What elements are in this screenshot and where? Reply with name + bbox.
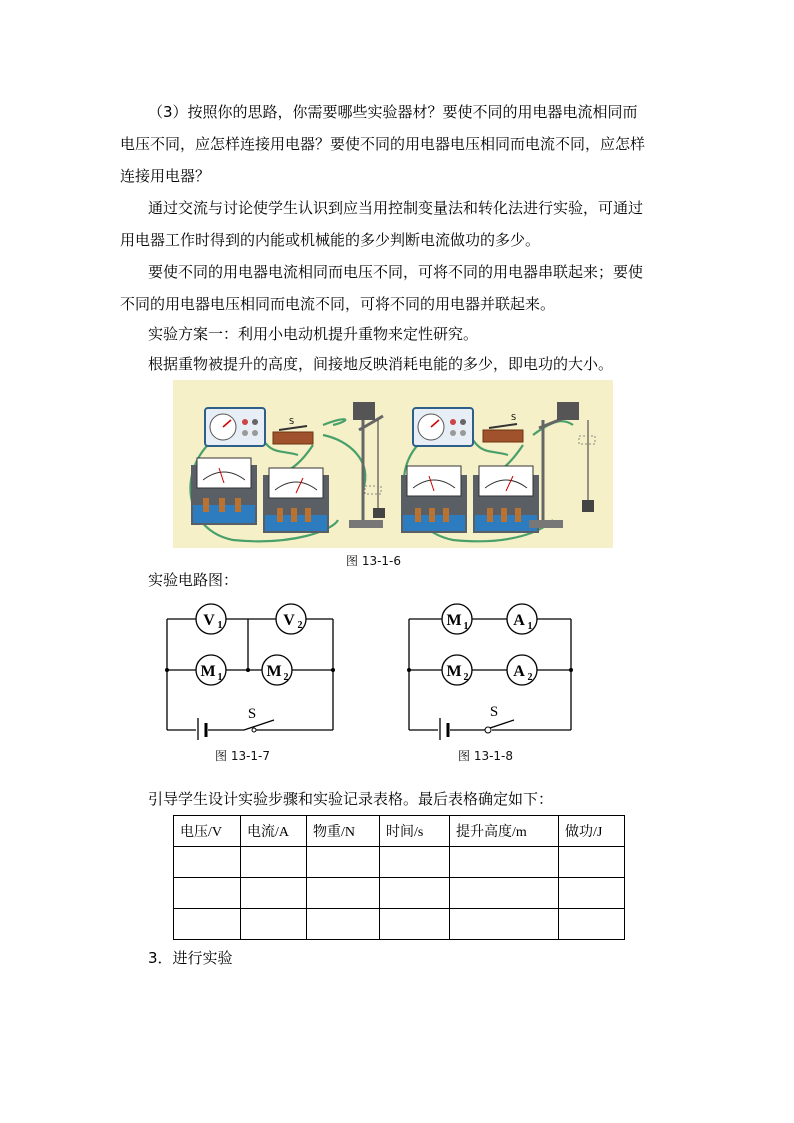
header-current: 电流/A [241, 816, 307, 847]
m1-subscript: 1 [463, 621, 469, 632]
table-cell[interactable] [450, 878, 559, 909]
header-voltage: 电压/V [174, 816, 241, 847]
experiment-illustration [173, 380, 613, 548]
m2-label: M [266, 663, 282, 680]
table-row [174, 878, 625, 909]
table-cell[interactable] [559, 847, 625, 878]
a2-subscript: 2 [527, 672, 533, 683]
figure-8-caption: 图 13-1-8 [458, 749, 514, 763]
table-cell[interactable] [559, 909, 625, 940]
m2-label: M [446, 663, 462, 680]
m1-subscript: 1 [217, 672, 223, 683]
table-cell[interactable] [559, 878, 625, 909]
m1-label: M [446, 612, 462, 629]
figure-6-caption: 图 13-1-6 [346, 554, 402, 568]
circuit-diagram-8 [402, 600, 592, 740]
table-cell[interactable] [174, 878, 241, 909]
table-cell[interactable] [174, 909, 241, 940]
table-cell[interactable] [241, 847, 307, 878]
switch-label: S [247, 706, 257, 722]
para-5: 根据重物被提升的高度，间接地反映消耗电能的多少，即电功的大小。 [148, 355, 614, 373]
para-6: 实验电路图： [148, 571, 239, 589]
table-cell[interactable] [241, 878, 307, 909]
a1-label: A [513, 612, 525, 629]
table-cell[interactable] [380, 909, 450, 940]
a1-subscript: 1 [527, 621, 533, 632]
header-work: 做功/J [559, 816, 625, 847]
para-4: 实验方案一：利用小电动机提升重物来定性研究。 [148, 325, 479, 343]
table-cell[interactable] [380, 878, 450, 909]
v1-label: V [203, 612, 215, 629]
table-cell[interactable] [450, 847, 559, 878]
v2-label: V [283, 612, 295, 629]
v2-subscript: 2 [297, 620, 303, 631]
table-cell[interactable] [450, 909, 559, 940]
v1-subscript: 1 [217, 620, 223, 631]
table-row [174, 847, 625, 878]
m2-subscript: 2 [283, 672, 289, 683]
table-cell[interactable] [241, 909, 307, 940]
experiment-record-table [173, 815, 625, 940]
para-2-line-2: 用电器工作时得到的内能或机械能的多少判断电流做功的多少。 [120, 231, 541, 249]
table-cell[interactable] [307, 909, 380, 940]
circuit-diagram-7 [160, 600, 350, 740]
table-cell[interactable] [307, 878, 380, 909]
para-3-line-1: 要使不同的用电器电流相同而电压不同，可将不同的用电器串联起来；要使 [148, 263, 644, 281]
para-1-line-1: （3）按照你的思路，你需要哪些实验器材？要使不同的用电器电流相同而 [148, 103, 638, 121]
figure-7-caption: 图 13-1-7 [215, 749, 271, 763]
para-1-line-2: 电压不同，应怎样连接用电器？要使不同的用电器电压相同而电流不同，应怎样 [120, 135, 646, 153]
svg-text:S: S [511, 413, 517, 422]
para-3-line-2: 不同的用电器电压相同而电流不同，可将不同的用电器并联起来。 [120, 295, 556, 313]
para-8: 3．进行实验 [148, 949, 233, 967]
header-height: 提升高度/m [450, 816, 559, 847]
m1-label: M [200, 663, 216, 680]
para-2-line-1: 通过交流与讨论使学生认识到应当用控制变量法和转化法进行实验，可通过 [148, 199, 644, 217]
table-cell[interactable] [174, 847, 241, 878]
table-cell[interactable] [307, 847, 380, 878]
m2-subscript: 2 [463, 672, 469, 683]
svg-text:S: S [289, 417, 295, 426]
a2-label: A [513, 663, 525, 680]
para-7: 引导学生设计实验步骤和实验记录表格。最后表格确定如下： [148, 790, 554, 808]
experiment-photo [173, 380, 613, 548]
para-1-line-3: 连接用电器？ [120, 167, 211, 185]
table-cell[interactable] [380, 847, 450, 878]
table-header-row [174, 816, 625, 847]
table-row [174, 909, 625, 940]
switch-label: S [489, 704, 499, 720]
header-time: 时间/s [380, 816, 450, 847]
header-weight: 物重/N [307, 816, 380, 847]
